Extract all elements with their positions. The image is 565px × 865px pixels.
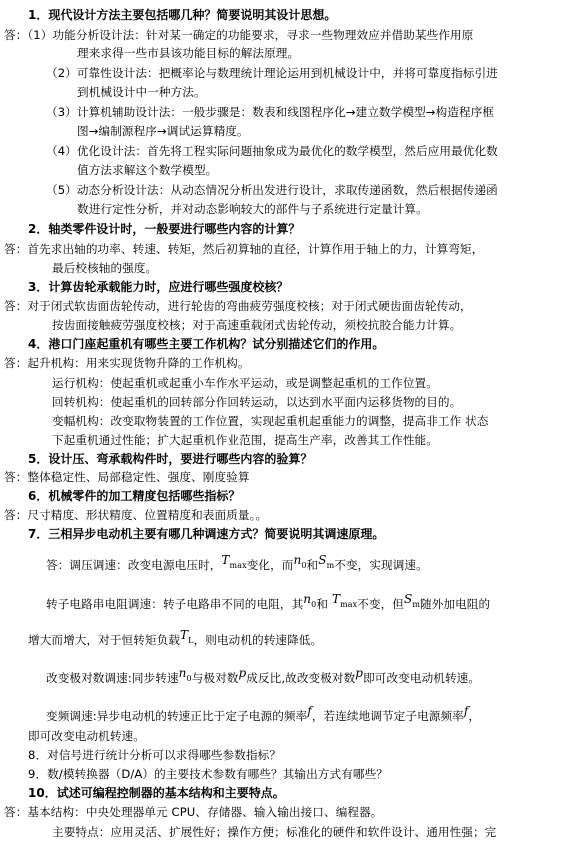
question-4-title: 4．港口门座起重机有哪些主要工作机构？试分别描述它们的作用。 [28, 337, 385, 351]
answer-1-line: 理来求得一些市县该功能目标的解法原理。 [77, 46, 300, 60]
answer-1-line: （2）可靠性设计法：把概率论与数理统计理论运用到机械设计中，并将可靠度指标引进 [46, 66, 498, 80]
text-span: 变频调速:异步电动机的转速正比于定子电源的频率 [46, 709, 308, 723]
question-6-title: 6．机械零件的加工精度包括哪些指标？ [28, 489, 241, 503]
text-span: 成反比,故改变极对数 [246, 671, 356, 685]
text-span: 答：调压调速：改变电源电压时， [46, 558, 222, 572]
answer-6-line: 答：尺寸精度、形状精度、位置精度和表面质量。。 [4, 508, 268, 522]
answer-4-line: 变幅机构：改变取物装置的工作位置，实现起重机起重能力的调整，提高非工作 状态 [52, 414, 489, 428]
text-span: 转子电路串电阻调速：转子电路串不同的电阻，其 [46, 597, 304, 611]
answer-10-line: 主要特点：应用灵活、扩展性好；操作方便；标准化的硬件和软件设计、通用性强；完 [52, 825, 497, 839]
answer-4-line: 运行机构：使起重机或起重小车作水平运动，或是调整起重机的工作位置。 [52, 376, 438, 390]
text-span: 和 [316, 597, 329, 611]
answer-7-frequency-cont: 即可改变电动机转速。 [28, 729, 145, 743]
symbol-n0: $n_0$ [303, 592, 317, 609]
answer-10-line: 答：基本结构：中央处理器单元 CPU、存储器、输入输出接口、编程器。 [4, 805, 383, 819]
answer-5-line: 答：整体稳定性、局部稳定性、强度、刚度验算 [4, 470, 250, 484]
text-span: 与极对数 [191, 671, 239, 685]
answer-7-rotor-resistance-cont [28, 628, 323, 651]
answer-2-line: 最后校核轴的强度。 [52, 261, 158, 275]
question-5-title: 5．设计压、弯承载构件时，要进行哪些内容的验算？ [28, 452, 313, 466]
symbol-tmax: $T_{max}$ [221, 553, 247, 570]
answer-7-pole-change [46, 666, 481, 689]
question-8-title: 8．对信号进行统计分析可以求得哪些参数指标？ [28, 748, 282, 762]
symbol-tl: $T_L$ [180, 628, 194, 645]
answer-4-line: 回转机构：使起重机的回转部分作回转运动，以达到水平面内运移货物的目的。 [52, 395, 462, 409]
answer-7-frequency [46, 704, 481, 725]
answer-1-line: 答：（1）功能分析设计法：针对某一确定的功能要求，寻求一些物理效应并借助某些作用原 [4, 28, 474, 42]
answer-4-line: 下起重机通过性能；扩大起重机作业范围，提高生产率，改善其工作性能。 [52, 433, 438, 447]
text-span: 不变，但 [357, 597, 404, 611]
question-10-title: 10．试述可编程控制器的基本结构和主要特点。 [28, 786, 285, 800]
answer-1-line: （3）计算机辅助设计法：一般步骤是：数表和线图程序化→建立数学模型→构造程序框 [46, 105, 495, 119]
symbol-p: p [355, 666, 364, 680]
question-1-title: 1．现代设计方法主要包括哪几种？简要说明其设计思想。 [28, 8, 337, 22]
text-span: 不变，实现调速。 [334, 558, 428, 572]
symbol-p: p [238, 666, 247, 680]
answer-1-line: 值方法求解这个数学模型。 [77, 163, 218, 177]
text-span: 改变极对数调速:同步转速 [46, 671, 179, 685]
text-span: ，若连续地调节定子电源频率 [311, 709, 464, 723]
symbol-f: f [463, 704, 469, 718]
symbol-f: f [307, 704, 312, 718]
question-7-title: 7．三相异步电动机主要有哪几种调速方式？简要说明其调速原理。 [28, 527, 385, 541]
question-9-title: 9．数/模转换器（D/A）的主要技术参数有哪些？其输出方式有哪些？ [28, 767, 388, 781]
text-span: 和 [306, 558, 319, 572]
answer-2-line: 答：首先求出轴的功率、转速、转矩，然后初算轴的直径，计算作用于轴上的力，计算弯矩， [4, 242, 484, 256]
text-span: 增大而增大，对于恒转矩负载 [28, 633, 181, 647]
answer-4-line: 答：起升机构：用来实现货物升降的工作机构。 [4, 356, 250, 370]
symbol-sm: $S_m$ [404, 592, 421, 609]
text-span: ， [468, 709, 481, 723]
answer-1-line: （5）动态分析设计法：从动态情况分析出发进行设计，求取传递函数，然后根据传递函 [46, 183, 498, 197]
answer-7-rotor-resistance [46, 592, 491, 615]
answer-1-line: （4）优化设计法：首先将工程实际问题抽象成为最优化的数学模型，然后应用最优化数 [46, 144, 498, 158]
answer-7-voltage-regulation [46, 553, 428, 576]
symbol-sm: $S_m$ [318, 553, 335, 570]
symbol-n0: $n_0$ [293, 553, 307, 570]
symbol-n0: $n_0$ [178, 666, 192, 683]
question-3-title: 3．计算齿轮承载能力时，应进行哪些强度校核？ [28, 280, 289, 294]
answer-1-line: 图→编制源程序→调试运算精度。 [77, 124, 249, 138]
text-span: ，则电动机的转速降低。 [193, 633, 323, 647]
answer-3-line: 答：对于闭式软齿面齿轮传动，进行轮齿的弯曲疲劳强度校核；对于闭式硬齿面齿轮传动， [4, 299, 472, 313]
question-2-title: 2．轴类零件设计时，一般要进行哪些内容的计算？ [28, 222, 301, 236]
text-span: 随外加电阻的 [420, 597, 491, 611]
answer-1-line: 数进行定性分析，并对动态影响较大的部件与子系统进行定量计算。 [77, 202, 428, 216]
answer-1-line: 到机械设计中一种方法。 [77, 85, 206, 99]
text-span: 即可改变电动机转速。 [363, 671, 481, 685]
text-span: 变化，而 [246, 558, 294, 572]
symbol-tmax: $T_{max}$ [331, 592, 358, 609]
answer-3-line: 按齿面接触疲劳强度校核；对于高速重载闭式齿轮传动，须校抗胶合能力计算。 [52, 318, 462, 332]
